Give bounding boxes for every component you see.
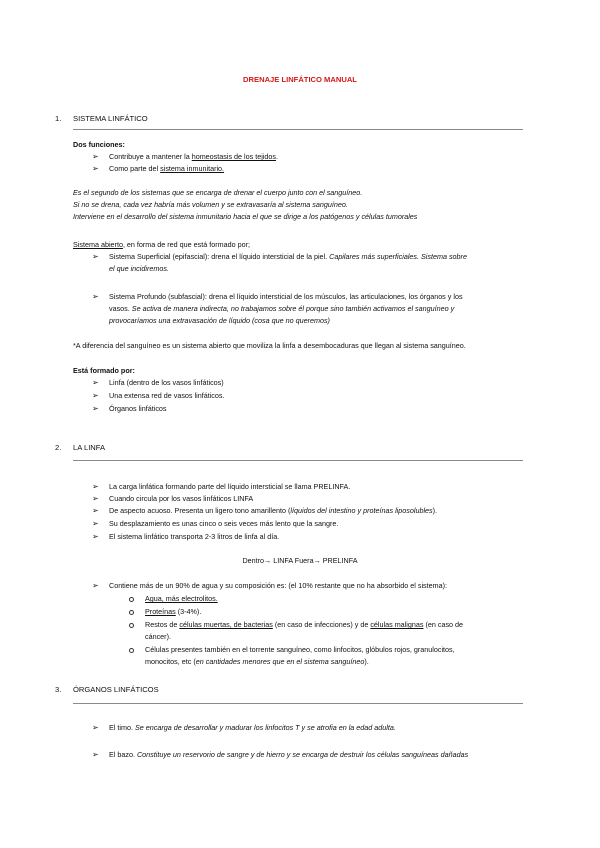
restos-item-line-2: cáncer). [145, 632, 171, 641]
componente-1: Linfa (dentro de los vasos linfáticos) [109, 378, 224, 387]
nota-sistema-abierto: *A diferencia del sanguíneo es un sistema abierto que moviliza la linfa a desembocaduras que llegan al sistema sanguíneo. [73, 341, 466, 350]
arrow-bullet-icon: ➢ [92, 404, 99, 413]
arrow-bullet-icon: ➢ [92, 494, 99, 503]
circle-bullet-icon [129, 610, 134, 615]
profundo-line-1: Sistema Profundo (subfascial): drena el líquido intersticial de los músculos, las articulaciones, los órganos y los [109, 292, 463, 301]
agua-item: Agua, más electrolitos. [145, 594, 218, 603]
homeostasis-link: homeostasis de los tejidos [191, 152, 277, 161]
arrow-bullet-icon: ➢ [92, 164, 99, 173]
arrow-bullet-icon: ➢ [92, 391, 99, 400]
section-3-heading: ÓRGANOS LINFÁTICOS [73, 685, 159, 694]
profundo-line-2: vasos. Se activa de manera indirecta, no trabajamos sobre él porque sino también activamos el sanguíneo y [109, 304, 455, 313]
section-1-number: 1. [55, 114, 62, 123]
linfa-item-2: Cuando circula por los vasos linfáticos LINFA [109, 494, 254, 503]
italic-line-2: Si no se drena, cada vez habría más volumen y se extravasaría al sistema sanguíneo. [73, 200, 348, 209]
arrow-bullet-icon: ➢ [92, 252, 99, 261]
componente-3: Órganos linfáticos [109, 404, 167, 413]
arrow-bullet-icon: ➢ [92, 292, 99, 301]
arrow-bullet-icon: ➢ [92, 482, 99, 491]
linfa-item-1: La carga linfática formando parte del líquido intersticial se llama PRELINFA. [109, 482, 351, 491]
sistema-abierto-line: Sistema abierto, en forma de red que está formado por; [73, 240, 250, 249]
arrow-bullet-icon: ➢ [92, 506, 99, 515]
linfa-item-3: De aspecto acuoso. Presenta un ligero tono amarillento (líquidos del intestino y proteínas liposolubles). [109, 506, 438, 515]
celulas-item-line-2: monocitos, etc (en cantidades menores que en el sistema sanguíneo). [145, 657, 369, 666]
linfa-item-5: El sistema linfático transporta 2-3 litros de linfa al día. [109, 532, 280, 541]
arrow-bullet-icon: ➢ [92, 750, 99, 759]
circle-bullet-icon [129, 623, 134, 628]
section-1-divider [73, 129, 523, 130]
formado-por-label: Está formado por: [73, 366, 135, 375]
timo-item: El timo. Se encarga de desarrollar y madurar los linfocitos T y se atrofia en la edad adulta. [109, 723, 396, 732]
sistema-inmunitario-link: sistema inmunitario. [160, 164, 225, 173]
funcion-item-2: Como parte del sistema inmunitario. [109, 164, 225, 173]
italic-line-1: Es el segundo de los sistemas que se encarga de drenar el cuerpo junto con el sanguíneo. [73, 188, 363, 197]
italic-line-3: Interviene en el desarrollo del sistema inmunitario hacia el que se dirige a los patógenos y células tumorales [73, 212, 418, 221]
arrow-bullet-icon: ➢ [92, 532, 99, 541]
section-2-divider [73, 460, 523, 461]
circle-bullet-icon [129, 648, 134, 653]
arrow-bullet-icon: ➢ [92, 378, 99, 387]
bazo-item: El bazo. Constituye un reservorio de sangre y de hierro y se encarga de destruir los células sanguíneas dañadas [109, 750, 469, 759]
superficial-line-1: Sistema Superficial (epifascial): drena el líquido intersticial de la piel. Capilares más superficiales. Sistema sobre [109, 252, 467, 261]
linfa-item-4: Su desplazamiento es unas cinco o seis veces más lento que la sangre. [109, 519, 339, 528]
section-2-number: 2. [55, 443, 62, 452]
arrow-bullet-icon: ➢ [92, 581, 99, 590]
contiene-line: Contiene más de un 90% de agua y su composición es: (el 10% restante que no ha absorbido el sistema): [109, 581, 448, 590]
proteinas-item: Proteínas (3-4%). [145, 607, 202, 616]
flujo-linfa: Dentro→ LINFA Fuera→ PRELINFA [242, 556, 358, 565]
arrow-bullet-icon: ➢ [92, 723, 99, 732]
section-1-heading: SISTEMA LINFÁTICO [73, 114, 148, 123]
componente-2: Una extensa red de vasos linfáticos. [109, 391, 225, 400]
dos-funciones-label: Dos funciones: [73, 140, 125, 149]
profundo-line-3: provocaríamos una extravasación de líquido (cosa que no queremos) [109, 316, 330, 325]
section-3-divider [73, 703, 523, 704]
circle-bullet-icon [129, 597, 134, 602]
funcion-item-1: Contribuye a mantener la homeostasis de los tejidos. [109, 152, 279, 161]
arrow-bullet-icon: ➢ [92, 152, 99, 161]
section-3-number: 3. [55, 685, 62, 694]
restos-item-line-1: Restos de células muertas, de bacterias (en caso de infecciones) y de células malignas (en caso de [145, 620, 464, 629]
section-2-heading: LA LINFA [73, 443, 106, 452]
document-title: DRENAJE LINFÁTICO MANUAL [243, 75, 357, 84]
celulas-item-line-1: Células presentes también en el torrente sanguíneo, como linfocitos, glóbulos rojos, granulocitos, [145, 645, 455, 654]
superficial-line-2: el que incidiremos. [109, 264, 169, 273]
arrow-bullet-icon: ➢ [92, 519, 99, 528]
